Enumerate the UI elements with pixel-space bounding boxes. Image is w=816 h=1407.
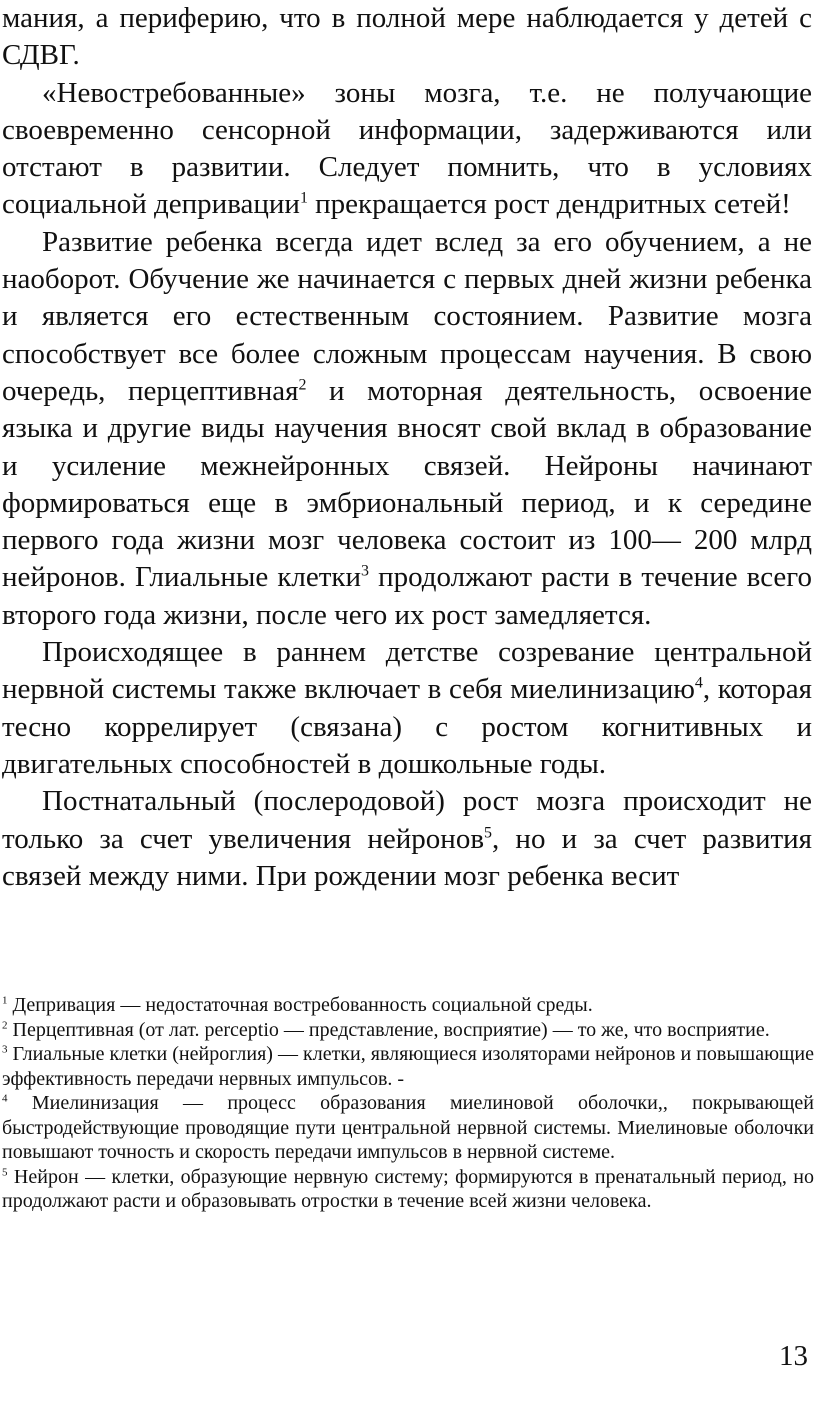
footnote-text: Миелинизация — процесс образования миелиновой оболочки,, покрывающей быстродействующие проводящие пути центральной нервной системы. Миелиновые оболочки повышают точность и скорость передачи импульсов в нервной системе. <box>2 1092 814 1163</box>
footnote-marker: 4 <box>2 1092 8 1105</box>
page-number: 13 <box>779 1340 808 1372</box>
paragraph-4-text-b: , которая тесно коррелирует (связана) с ростом когнитивных и двигательных способностей в дошкольные годы. <box>2 673 812 780</box>
footnote-ref-3: 3 <box>361 562 370 580</box>
footnote-marker: 2 <box>2 1018 8 1031</box>
footnote-ref-1: 1 <box>299 189 308 207</box>
footnote-marker: 5 <box>2 1165 8 1178</box>
footnote-marker: 1 <box>2 994 8 1007</box>
footnote-ref-5: 5 <box>484 823 492 841</box>
paragraph-5-text-a: Постнатальный (послеродовой) рост мозга происходит не только за счет увеличения нейронов <box>2 785 812 855</box>
paragraph-3-text-a: Развитие ребенка всегда идет вслед за его обучением, а не наоборот. Обучение же начинается с первых дней жизни ребенка и является его естественным состоянием. Развитие мозга способствует все более сложным процессам научения. В свою очередь, перцептивная <box>2 225 812 407</box>
paragraph-3-text-b: и моторная деятельность, освоение языка и другие виды научения вносят свой вклад в образование и усиление межнейронных связей. Нейроны начинают формироваться еще в эмбриональный период, и к середине первого года жизни мозг человека состоит из 100— 200 млрд нейронов. Глиальные клетки <box>2 374 812 594</box>
paragraph-3 <box>2 224 812 634</box>
footnote-marker: 3 <box>2 1043 8 1056</box>
paragraph-2-text-a: «Невостребованные» зоны мозга, т.е. не получающие своевременно сенсорной информации, задерживаются или отстают в развитии. Следует помнить, что в условиях социальной депривации <box>2 76 812 221</box>
footnote-text: Глиальные клетки (нейроглия) — клетки, являющиеся изоляторами нейронов и повышающие эффективность передачи нервных импульсов. - <box>2 1043 814 1090</box>
footnote-text: Депривация — недостаточная востребованность социальной среды. <box>7 994 593 1016</box>
footnote-1 <box>2 993 814 1018</box>
paragraph-4-text-a: Происходящее в раннем детстве созревание центральной нервной системы также включает в себя миелинизацию <box>2 636 812 706</box>
paragraph-4 <box>2 634 812 783</box>
footnote-ref-2: 2 <box>298 376 307 394</box>
footnote-text: Нейрон — клетки, образующие нервную систему; формируются в пренатальный период, но продолжают расти и образовывать отростки в течение всей жизни человека. <box>2 1165 814 1212</box>
footnote-3 <box>2 1042 814 1091</box>
paragraph-1 <box>2 0 812 75</box>
paragraph-2 <box>2 75 812 224</box>
footnote-text: Перцептивная (от лат. perceptio — представление, восприятие) — то же, что восприятие. <box>7 1018 770 1041</box>
footnote-ref-4: 4 <box>694 674 703 692</box>
footnote-2 <box>2 1018 814 1043</box>
paragraph-5 <box>2 783 812 895</box>
paragraph-5-text-b: , но и за счет развития связей между ними. При рождении мозг ребенка весит <box>2 822 812 892</box>
footnotes <box>2 993 814 1214</box>
paragraph-3-text-c: продолжают расти в течение всего второго года жизни, после чего их рост замедляется. <box>2 561 812 631</box>
paragraph-2-text-b: прекращается рост дендритных сетей! <box>307 188 791 221</box>
footnote-4 <box>2 1091 814 1165</box>
footnote-5 <box>2 1165 814 1214</box>
paragraph-1-text: мания, а периферию, что в полной мере наблюдается у детей с СДВГ. <box>2 2 812 72</box>
main-text <box>2 0 812 895</box>
